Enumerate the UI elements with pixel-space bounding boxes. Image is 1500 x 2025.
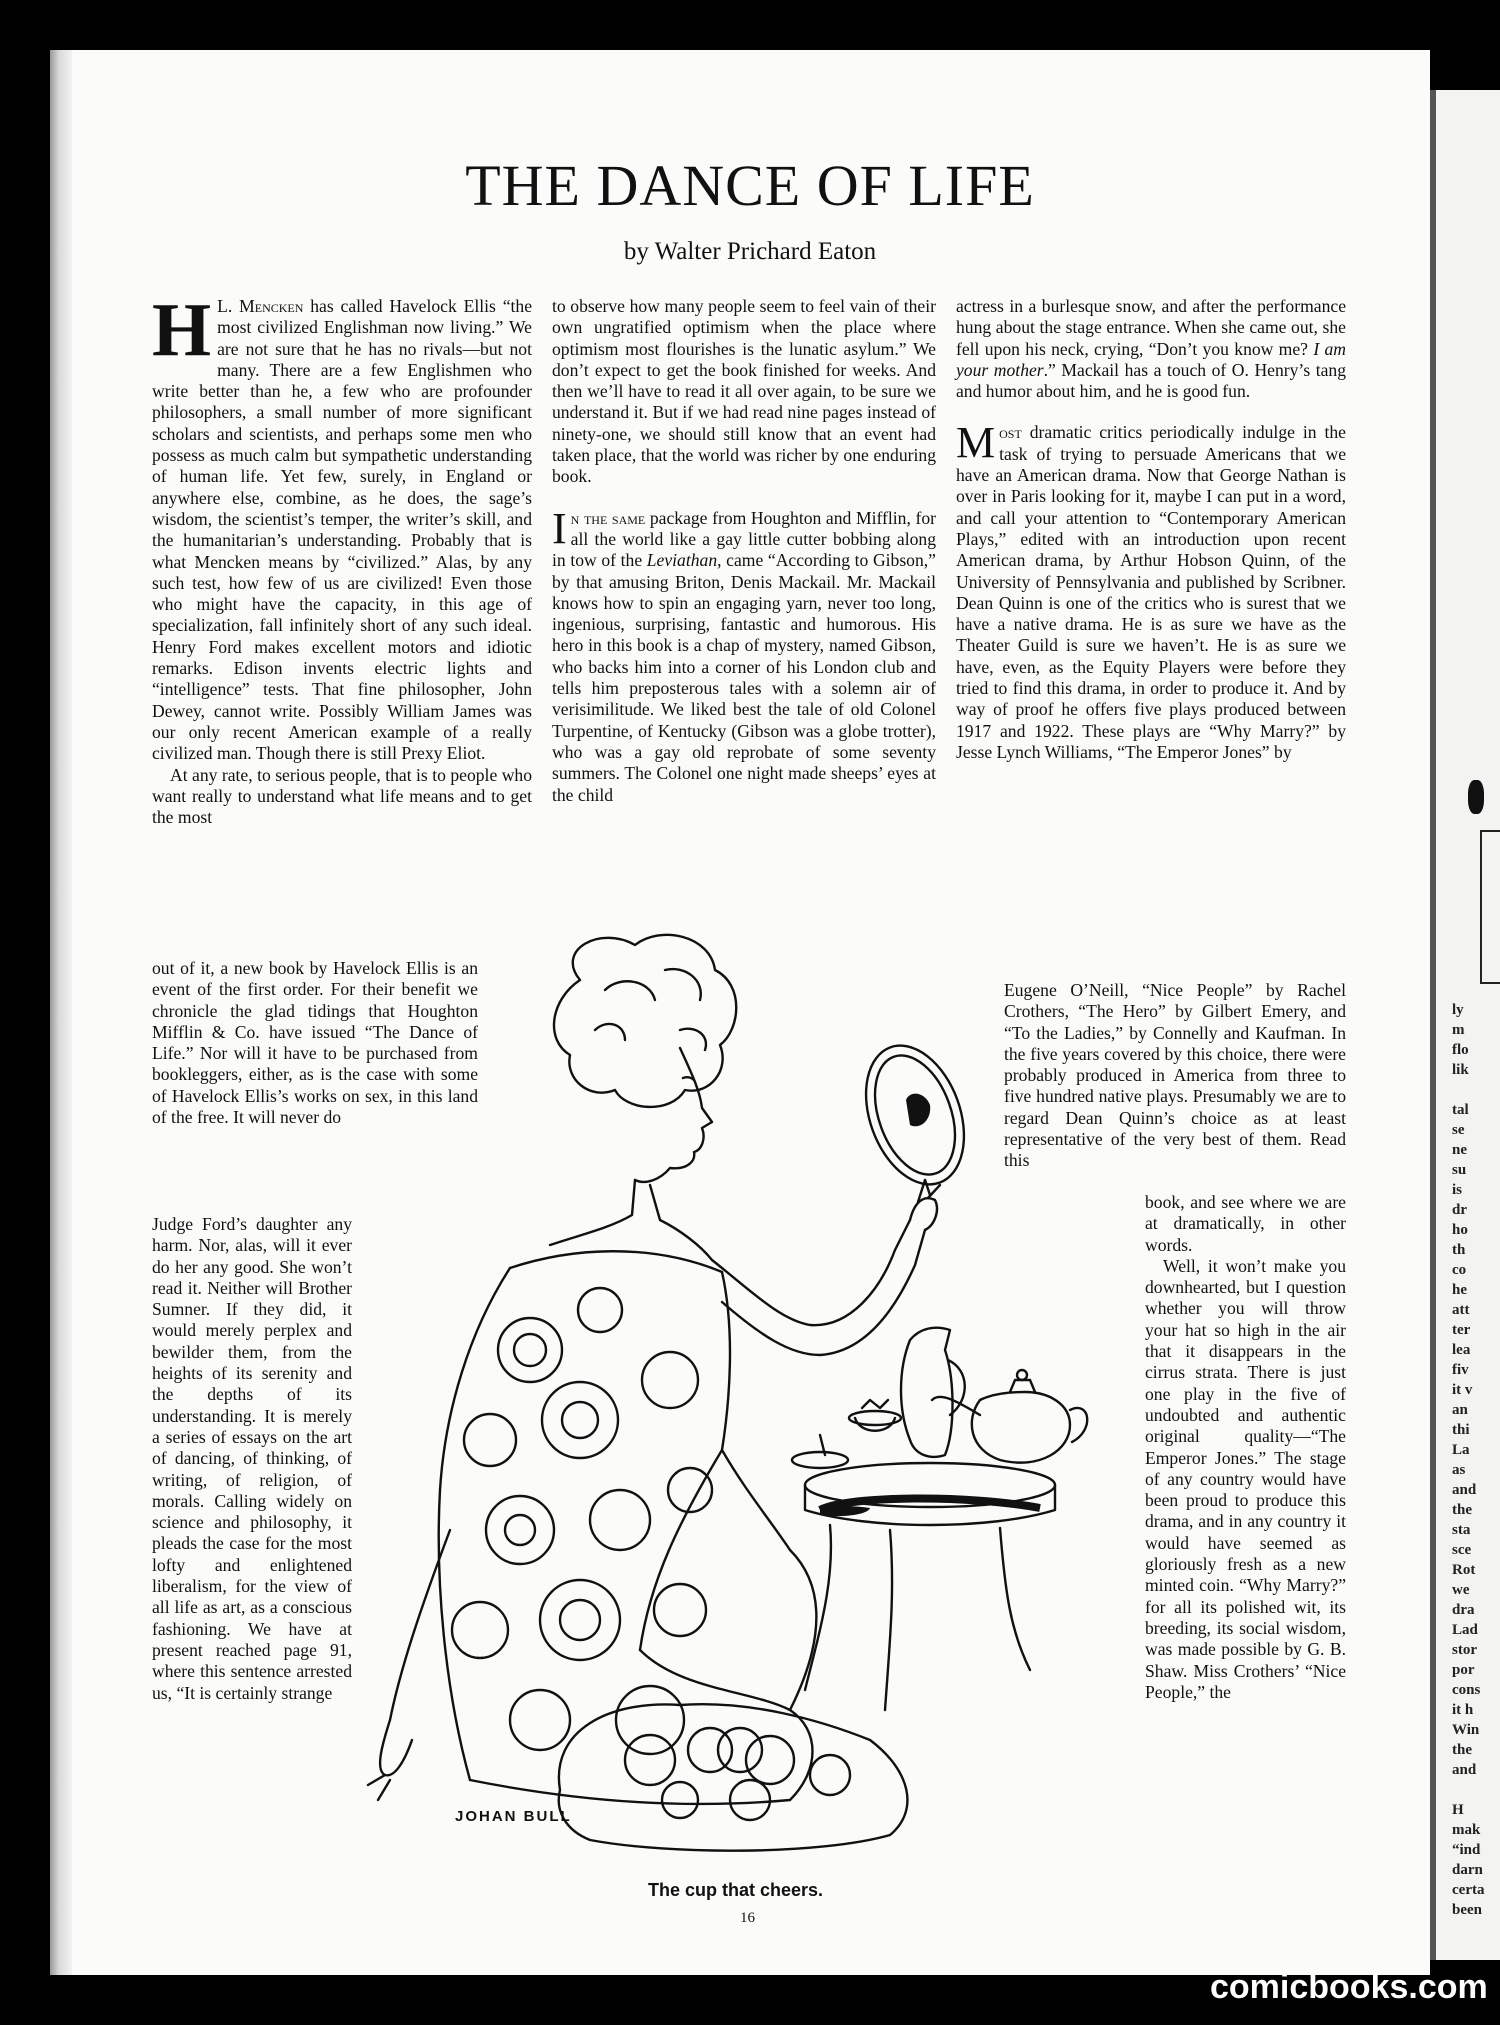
adjacent-line: Win	[1452, 1722, 1480, 1738]
adjacent-line: sce	[1452, 1542, 1472, 1558]
adjacent-line: “ind	[1452, 1842, 1481, 1858]
dropcap-i: I	[552, 503, 567, 553]
adjacent-line: stor	[1452, 1642, 1477, 1658]
adjacent-line: we	[1452, 1582, 1470, 1598]
column-3-top	[956, 296, 1346, 763]
adjacent-page-edge	[1430, 90, 1500, 1960]
adjacent-line: he	[1452, 1282, 1467, 1298]
adjacent-line: La	[1452, 1442, 1470, 1458]
page-number: 16	[740, 1910, 755, 1926]
paragraph-text: dramatic critics periodically indulge in the task of trying to persuade Americans that we have an American drama. Now that George Nathan is over in Paris looking for it, maybe I can put in a word, and call your attention to “Contemporary American Plays,” edited with an introduction upon recent American drama, by Arthur Hobson Quinn, of the University of Pennsylvania and published by Scribner. Dean Quinn is one of the critics who is surest that we have a native drama. He is as sure we have as the Theater Guild is sure we haven’t. He is as sure we have, even, as the Equity Players were before they tried to find this drama, in order to produce it. And by way of proof he offers five plays produced between 1917 and 1922. These plays are “Why Marry?” by Jesse Lynch Williams, “The Emperor Jones” by	[956, 422, 1346, 762]
dropcap-h: H	[152, 288, 212, 372]
adjacent-line: ho	[1452, 1222, 1468, 1238]
italic-title: Leviathan	[646, 550, 718, 571]
paragraph-text: has called Havelock Ellis “the most civilized Englishman now living.” We are not sure that he has no rivals—but not many. There are a few Englishmen who write better than he, a few who are profounder philosophers, a small number of more significant scholars and scientists, and perhaps some men who possess as much calm but sympathetic understanding of human life. Yet few, surely, in England or anywhere else, combine, as he does, the sage’s wisdom, the scientist’s temper, the writer’s skill, and the humanitarian’s understanding. Probably that is what Mencken means by “civilized.” Alas, by any such test, how few of us are civilized! Even those who might have the capacity, in this age of specialization, fall infinitely short of any such ideal. Henry Ford makes excellent motors and idiotic remarks. Edison invents electric lights and “intelligence” tests. That fine philosopher, John Dewey, cannot write. Possibly William James was our only recent American example of a really civilized man. Though there is still Prexy Eliot.	[152, 296, 533, 764]
adjacent-line: darn	[1452, 1862, 1483, 1878]
adjacent-line: been	[1452, 1902, 1482, 1918]
paragraph	[552, 503, 936, 806]
adjacent-line: su	[1452, 1162, 1467, 1178]
adjacent-line: dr	[1452, 1202, 1467, 1218]
paragraph-text: package from Houghton and Mifflin, for all the world like a gay little cutter bobbing along in tow of the	[552, 507, 936, 571]
illustrator-signature: JOHAN BULL	[455, 1808, 572, 1825]
adjacent-line: cons	[1452, 1682, 1481, 1698]
adjacent-line: Lad	[1452, 1622, 1478, 1638]
paragraph: book, and see where we are at dramatically, in other words.	[1145, 1192, 1346, 1255]
adjacent-line: lik	[1452, 1062, 1469, 1078]
adjacent-line: certa	[1452, 1882, 1485, 1898]
adjacent-line: ne	[1452, 1142, 1467, 1158]
adjacent-page-border	[1430, 90, 1436, 1960]
adjacent-line: co	[1452, 1262, 1467, 1278]
adjacent-line: and	[1452, 1762, 1477, 1778]
adjacent-line: att	[1452, 1302, 1470, 1318]
adjacent-line: Rot	[1452, 1562, 1476, 1578]
paragraph: At any rate, to serious people, that is to people who want really to understand what life means and to get the most	[152, 764, 532, 828]
column-1-top	[152, 288, 533, 828]
dropcap-m: M	[956, 418, 996, 468]
column-3-bottom	[1145, 1192, 1346, 1703]
adjacent-line: flo	[1452, 1042, 1469, 1058]
adjacent-line: fiv	[1452, 1362, 1469, 1378]
adjacent-line: it h	[1452, 1702, 1474, 1718]
paragraph-text: .” Mackail has a touch of O. Henry’s tang and humor about him, and he is good fun.	[956, 359, 1347, 402]
paragraph: to observe how many people seem to feel vain of their own ungratified optimism when the place where optimism most flourishes is the lunatic asylum.” We don’t expect to get the book finished for weeks. And then we’ll have to read it all over again, to be sure we understand it. But if we had read nine pages instead of ninety-one, we should still know that an event had taken place, that the world was richer by one enduring book.	[552, 296, 936, 487]
article-byline: by Walter Prichard Eaton	[623, 238, 877, 265]
adjacent-line: tal	[1452, 1102, 1469, 1118]
adjacent-line: th	[1452, 1242, 1466, 1258]
woman-with-mirror-illustration	[350, 930, 1110, 1860]
page-gutter	[50, 50, 72, 1975]
adjacent-line: thi	[1452, 1422, 1470, 1438]
adjacent-page-text	[1452, 1000, 1500, 1920]
paragraph	[956, 418, 1346, 763]
lead-in: L. Mencken	[217, 296, 304, 316]
article-title: THE DANCE OF LIFE	[465, 153, 1035, 218]
column-2	[552, 296, 936, 806]
adjacent-line: the	[1452, 1742, 1472, 1758]
adjacent-line: ly	[1452, 1002, 1464, 1018]
adjacent-line: as	[1452, 1462, 1466, 1478]
adjacent-line: the	[1452, 1502, 1472, 1518]
adjacent-line: an	[1452, 1402, 1468, 1418]
adjacent-line	[1452, 1080, 1500, 1100]
adjacent-line: it v	[1452, 1382, 1473, 1398]
lead-in: ost	[999, 422, 1022, 443]
paragraph: Eugene O’Neill, “Nice People” by Rachel Crothers, “The Hero” by Gilbert Emery, and “To the Ladies,” by Connelly and Kaufman. In the five years covered by this choice, there were probably produced in America from three to five hundred native plays. Presumably we are to regard Dean Quinn’s choice as at least representative of the very best of them. Read this	[1004, 980, 1346, 1171]
adjacent-line: ter	[1452, 1322, 1471, 1338]
adjacent-line: mak	[1452, 1822, 1481, 1838]
lead-in: n the same	[570, 507, 646, 528]
illustration-caption: The cup that cheers.	[648, 1880, 824, 1900]
adjacent-page-box	[1480, 830, 1500, 984]
paragraph: Judge Ford’s daughter any harm. Nor, alas, will it ever do her any good. She won’t read it. Neither will Brother Sumner. If they did, it would merely perplex and bewilder them, from the heights of its serenity and the depths of its understanding. It is merely a series of essays on the art of dancing, of thinking, of writing, of religion, of morals. Calling widely on science and philosophy, it pleads the case for the most lofty and enlightened liberalism, for the view of all life as art, as a conscious fashioning. We have at present reached page 91, where this sentence arrested us, “It is certainly strange	[152, 1214, 352, 1703]
adjacent-page-ornament	[1468, 780, 1484, 814]
paragraph: out of it, a new book by Havelock Ellis is an event of the first order. For their benefit we chronicle the glad tidings that Houghton Mifflin & Co. have issued “The Dance of Life.” Nor will it have to be purchased from bookleggers, either, as is the case with some of Havelock Ellis’s works on sex, in this land of the free. It will never do	[152, 958, 478, 1128]
adjacent-line: dra	[1452, 1602, 1475, 1618]
adjacent-line: and	[1452, 1482, 1477, 1498]
adjacent-line	[1452, 1780, 1500, 1800]
adjacent-line: is	[1452, 1182, 1463, 1198]
italic-quote: I am your mother	[956, 338, 1346, 380]
paragraph	[956, 296, 1346, 402]
watermark: comicbooks.com	[1210, 1968, 1488, 2006]
adjacent-line: lea	[1452, 1342, 1471, 1358]
adjacent-line: H	[1452, 1802, 1464, 1818]
adjacent-line: m	[1452, 1022, 1465, 1038]
adjacent-line: se	[1452, 1122, 1465, 1138]
paragraph-text: actress in a burlesque snow, and after the performance hung about the stage entrance. When she came out, she fell upon his neck, crying, “Don’t you know me?	[956, 296, 1346, 359]
column-1-bottom	[152, 1214, 352, 1704]
adjacent-line: sta	[1452, 1522, 1471, 1538]
paragraph: Well, it won’t make you downhearted, but I question whether you will throw your hat so high in the air that it disappears in the cirrus strata. There is just one play in the five of undoubted and authentic original quality—“The Emperor Jones.” The stage of any country would have been proud to produce this drama, and in any country it would have seemed as gloriously fresh as a new minted coin. “Why Marry?” for all its polished wit, its breeding, its social wisdom, was made possible by G. B. Shaw. Miss Crothers’ “Nice People,” the	[1145, 1255, 1346, 1702]
adjacent-line: por	[1452, 1662, 1475, 1678]
paragraph	[152, 288, 533, 765]
paragraph-text: , came “According to Gibson,” by that amusing Briton, Denis Mackail. Mr. Mackail knows how to spin an engaging yarn, never too long, ingenious, surprising, fantastic and humorous. His hero in this book is a chap of mystery, named Gibson, who backs him into a corner of his London club and tells him preposterous tales with a solemn air of verisimilitude. We liked best the tale of old Colonel Turpentine, of Kentucky (Gibson was a globe trotter), who was a gay old reprobate of some seventy summers. The Colonel one night made sheeps’ eyes at the child	[552, 550, 936, 805]
